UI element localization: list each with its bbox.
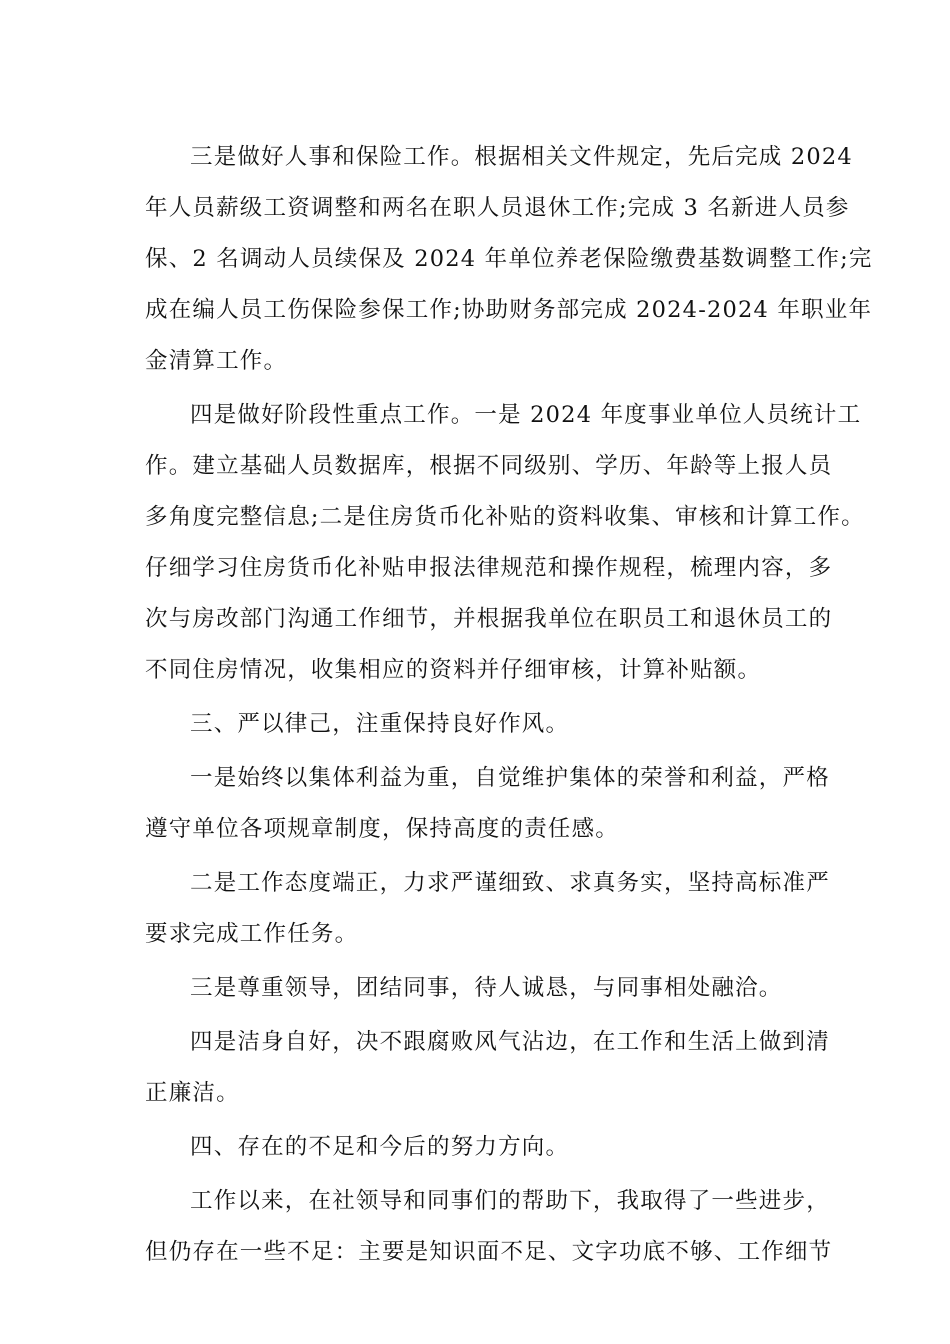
text-line: 四是洁身自好，决不跟腐败风气沾边，在工作和生活上做到清 [190,1029,830,1055]
paragraph-respect-leaders [145,963,807,1014]
text-line: 但仍存在一些不足：主要是知识面不足、文字功底不够、工作细节 [145,1239,833,1265]
paragraph-work-attitude [145,858,830,960]
text-line: 金清算工作。 [145,348,288,374]
section-heading-shortcomings [145,1122,807,1173]
text-line: 作。建立基础人员数据库，根据不同级别、学历、年龄等上报人员 [145,453,833,479]
text-line: 要求完成工作任务。 [145,921,359,947]
text-line: 二是工作态度端正，力求严谨细致、求真务实，坚持高标准严 [190,870,830,896]
paragraph-progress-shortcomings [145,1176,833,1278]
text-line: 多角度完整信息;二是住房货币化补贴的资料收集、审核和计算工作。 [145,504,865,530]
text-line: 四、存在的不足和今后的努力方向。 [190,1134,570,1160]
text-line: 仔细学习住房货币化补贴申报法律规范和操作规程，梳理内容，多 [145,555,833,581]
text-line: 三是做好人事和保险工作。根据相关文件规定，先后完成 2024 [190,144,853,170]
text-line: 遵守单位各项规章制度，保持高度的责任感。 [145,816,620,842]
text-line: 工作以来，在社领导和同事们的帮助下，我取得了一些进步， [190,1188,830,1214]
text-line: 保、2 名调动人员续保及 2024 年单位养老保险缴费基数调整工作;完 [145,246,873,272]
paragraph-collective-interest [145,753,830,855]
text-line: 次与房改部门沟通工作细节，并根据我单位在职员工和退休员工的 [145,606,833,632]
paragraph-integrity [145,1017,830,1119]
paragraph-personnel-insurance [145,132,873,387]
document-body [145,132,873,1281]
text-line: 不同住房情况，收集相应的资料并仔细审核，计算补贴额。 [145,657,762,683]
text-line: 年人员薪级工资调整和两名在职人员退休工作;完成 3 名新进人员参 [145,195,850,221]
paragraph-phase-key-work [145,390,865,696]
text-line: 正廉洁。 [145,1080,240,1106]
text-line: 一是始终以集体利益为重，自觉维护集体的荣誉和利益，严格 [190,765,830,791]
text-line: 成在编人员工伤保险参保工作;协助财务部完成 2024-2024 年职业年 [145,297,873,323]
text-line: 三是尊重领导，团结同事，待人诚恳，与同事相处融洽。 [190,975,783,1001]
section-heading-self-discipline [145,699,807,750]
text-line: 三、严以律己，注重保持良好作风。 [190,711,570,737]
text-line: 四是做好阶段性重点工作。一是 2024 年度事业单位人员统计工 [190,402,862,428]
